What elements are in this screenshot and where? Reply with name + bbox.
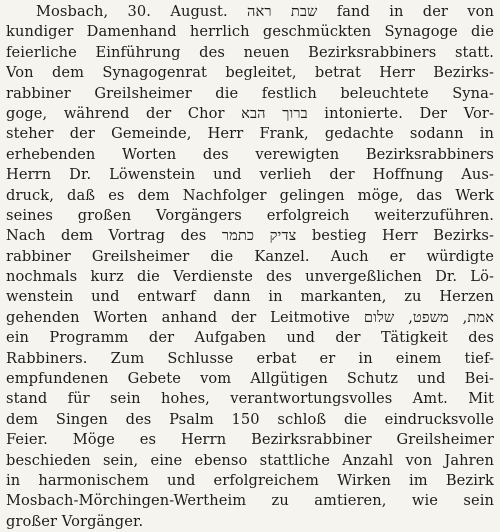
article-line: Nach dem Vortrag des צדיק כתמר bestieg Herr Bezirks- <box>6 227 494 245</box>
article-line-dateline: Mosbach, 30. August. שבת ראה fand in der von <box>36 3 494 20</box>
article-line: ein Programm der Aufgaben und der Tätigkeit des <box>6 329 494 347</box>
article-line: nochmals kurz die Verdienste des unvergeßlichen Dr. Lö- <box>6 268 494 286</box>
article-line: steher der Gemeinde, Herr Frank, gedachte sodann in <box>6 125 494 143</box>
article-line: stand für sein hohes, verantwortungsvolles Amt. Mit <box>6 390 494 408</box>
article-line: rabbiner Greilsheimer die Kanzel. Auch er würdigte <box>6 247 494 265</box>
article-body <box>6 2 494 532</box>
article-line: empfundenen Gebete vom Allgütigen Schutz und Bei- <box>6 370 494 388</box>
article-line: Rabbiners. Zum Schlusse erbat er in einem tief- <box>6 349 494 367</box>
article-line: goge, während der Chor ברוך הבא intonierte. Der Vor- <box>6 104 494 122</box>
article-line: druck, daß es dem Nachfolger gelingen möge, das Werk <box>6 186 494 204</box>
article-line: rabbiner Greilsheimer die festlich beleuchtete Syna- <box>6 84 494 102</box>
article-line: beschieden sein, eine ebenso stattliche Anzahl von Jahren <box>6 451 494 469</box>
article-line: seines großen Vorgängers erfolgreich weiterzuführen. <box>6 206 494 224</box>
article-line: gehenden Worten anhand der Leitmotive אמת, משפט, שלום <box>6 308 494 326</box>
article-line: Herrn Dr. Löwenstein und verlieh der Hoffnung Aus- <box>6 166 494 184</box>
article-line: dem Singen des Psalm 150 schloß die eindrucksvolle <box>6 410 494 428</box>
article-line: Feier. Möge es Herrn Bezirksrabbiner Greilsheimer <box>6 431 494 449</box>
article-line: kundiger Damenhand herrlich geschmückten Synagoge die <box>6 23 494 41</box>
article-line: Mosbach-Mörchingen-Wertheim zu amtieren, wie sein <box>6 492 494 510</box>
article-line: wenstein und entwarf dann in markanten, zu Herzen <box>6 288 494 306</box>
article-line: feierliche Einführung des neuen Bezirksrabbiners statt. <box>6 43 494 61</box>
article-line: erhebenden Worten des verewigten Bezirksrabbiners <box>6 145 494 163</box>
article-line: in harmonischem und erfolgreichem Wirken im Bezirk <box>6 471 494 489</box>
article-line: Von dem Synagogenrat begleitet, betrat Herr Bezirks- <box>6 64 494 82</box>
article-line-final: großer Vorgänger. <box>6 512 144 530</box>
